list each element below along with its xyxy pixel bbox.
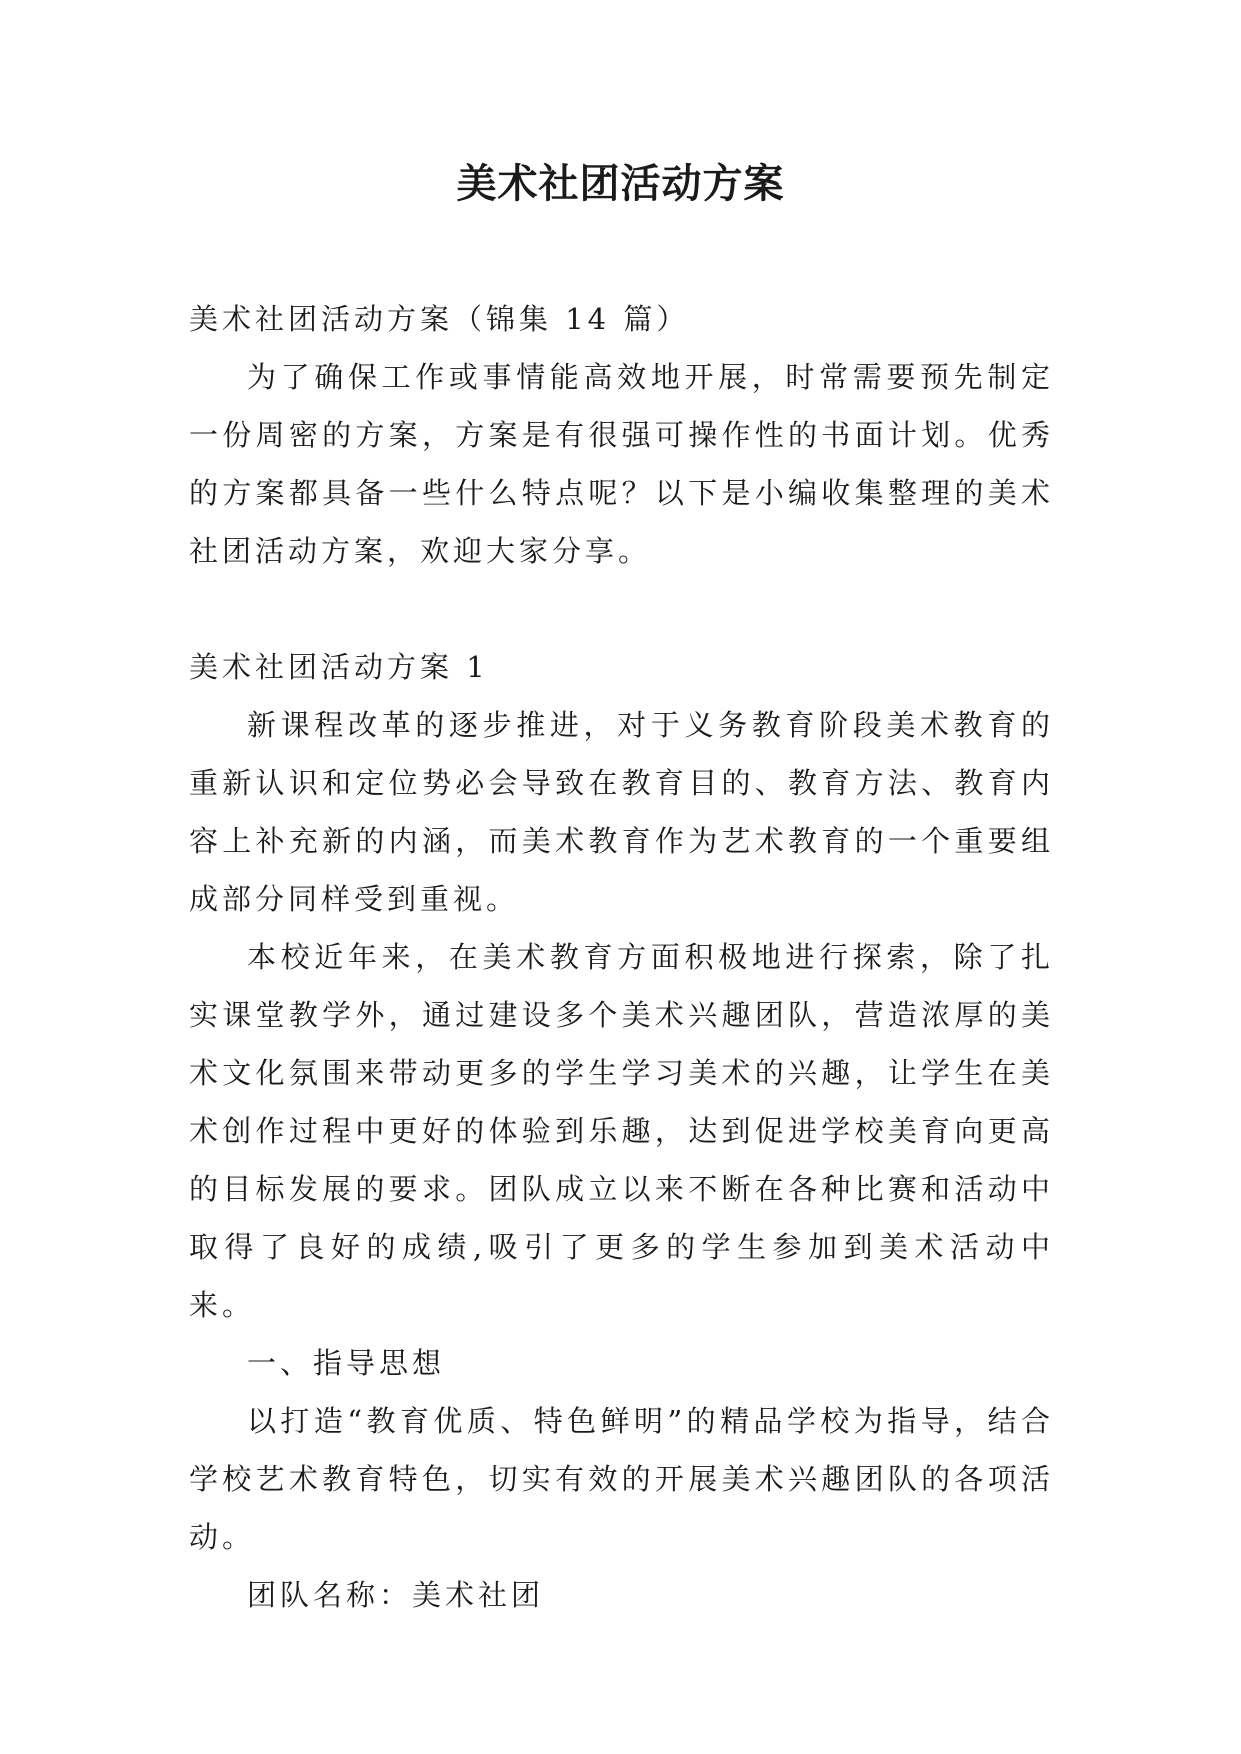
- paragraph: 新课程改革的逐步推进，对于义务教育阶段美术教育的重新认识和定位势必会导致在教育目的、教育方法、教育内容上补充新的内涵，而美术教育作为艺术教育的一个重要组成部分同样受到重视。: [189, 708, 1054, 916]
- document-title: 美术社团活动方案: [456, 160, 785, 207]
- paragraph: 美术社团活动方案（锦集 14 篇）: [189, 302, 690, 336]
- paragraph: 团队名称：美术社团: [247, 1578, 545, 1612]
- paragraph: 为了确保工作或事情能高效地开展，时常需要预先制定一份周密的方案，方案是有很强可操作性的书面计划。优秀的方案都具备一些什么特点呢？以下是小编收集整理的美术社团活动方案，欢迎大家分享。: [189, 360, 1054, 568]
- paragraph: 以打造“教育优质、特色鲜明”的精品学校为指导，结合学校艺术教育特色，切实有效的开展美术兴趣团队的各项活动。: [189, 1404, 1054, 1554]
- paragraph: 本校近年来，在美术教育方面积极地进行探索，除了扎实课堂教学外，通过建设多个美术兴趣团队，营造浓厚的美术文化氛围来带动更多的学生学习美术的兴趣，让学生在美术创作过程中更好的体验到乐趣，达到促进学校美育向更高的目标发展的要求。团队成立以来不断在各种比赛和活动中取得了良好的成绩,吸引了更多的学生参加到美术活动中来。: [189, 940, 1054, 1322]
- section-heading: 美术社团活动方案 1: [189, 650, 489, 684]
- document-body: [189, 290, 1054, 1624]
- paragraph: 一、指导思想: [247, 1346, 446, 1380]
